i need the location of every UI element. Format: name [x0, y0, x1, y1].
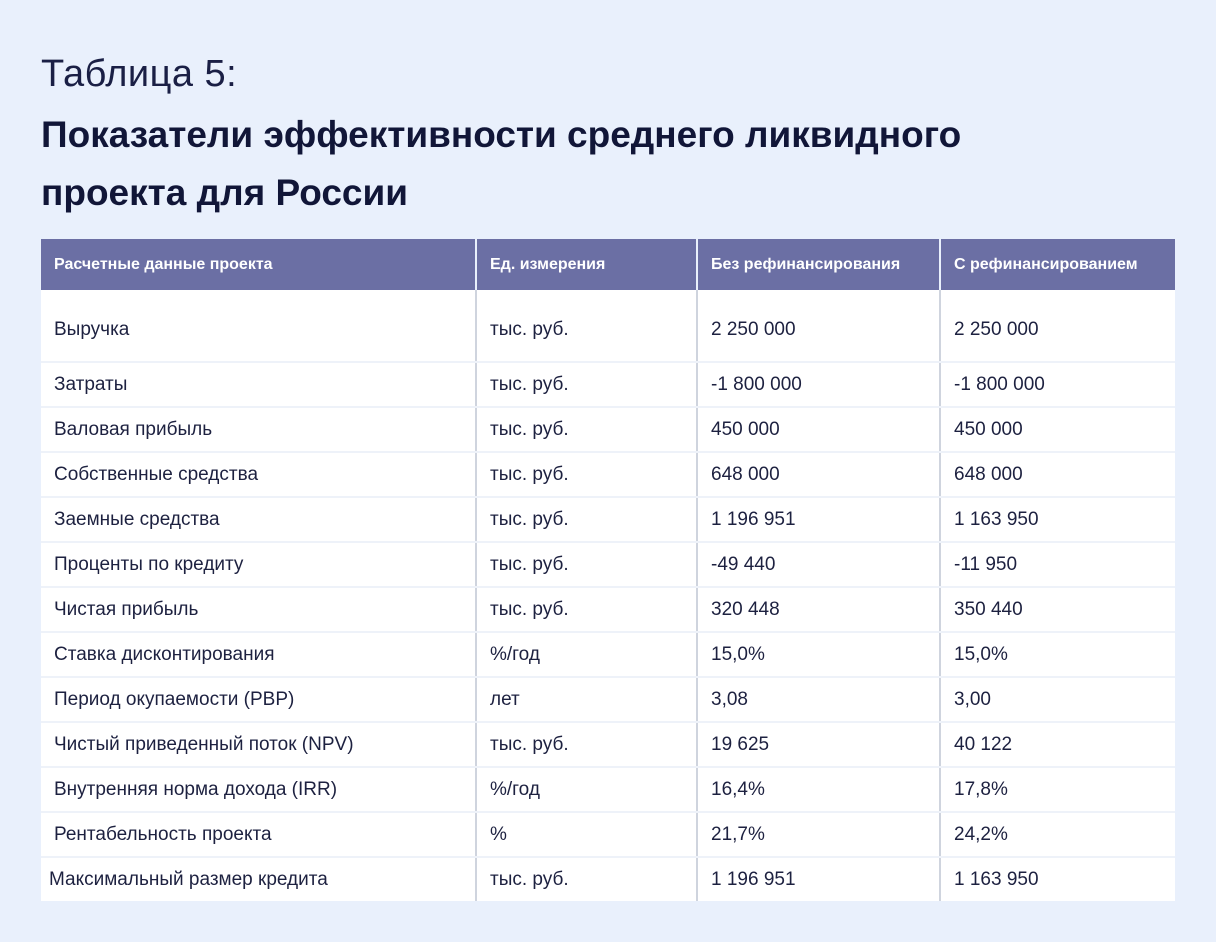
table-row: [41, 632, 1175, 677]
table-row: [41, 407, 1175, 452]
row-unit: тыс. руб.: [476, 452, 697, 497]
row-value-with-refinancing: -1 800 000: [940, 362, 1175, 407]
table-row: [41, 587, 1175, 632]
row-unit: %/год: [476, 632, 697, 677]
header-without-refinancing: Без рефинансирования: [697, 239, 940, 290]
table-row: [41, 290, 1175, 362]
row-unit: тыс. руб.: [476, 362, 697, 407]
row-label: Выручка: [41, 290, 476, 362]
row-value-without-refinancing: -49 440: [697, 542, 940, 587]
row-label: Заемные средства: [41, 497, 476, 542]
table-header-row: [41, 239, 1175, 290]
row-label: Валовая прибыль: [41, 407, 476, 452]
row-value-without-refinancing: -1 800 000: [697, 362, 940, 407]
row-value-without-refinancing: 21,7%: [697, 812, 940, 857]
table-row: [41, 452, 1175, 497]
metrics-table-container: [41, 239, 1175, 901]
row-label: Ставка дисконтирования: [41, 632, 476, 677]
table-row: [41, 677, 1175, 722]
table-row: [41, 542, 1175, 587]
table-row: [41, 722, 1175, 767]
row-value-with-refinancing: 1 163 950: [940, 857, 1175, 901]
row-value-with-refinancing: 2 250 000: [940, 290, 1175, 362]
row-unit: тыс. руб.: [476, 857, 697, 901]
row-value-with-refinancing: 40 122: [940, 722, 1175, 767]
row-value-with-refinancing: -11 950: [940, 542, 1175, 587]
row-value-without-refinancing: 648 000: [697, 452, 940, 497]
row-value-without-refinancing: 16,4%: [697, 767, 940, 812]
row-label: Собственные средства: [41, 452, 476, 497]
row-value-without-refinancing: 320 448: [697, 587, 940, 632]
row-unit: тыс. руб.: [476, 290, 697, 362]
heading: [41, 50, 1181, 222]
row-value-without-refinancing: 3,08: [697, 677, 940, 722]
table-row: [41, 497, 1175, 542]
row-label: Период окупаемости (PBP): [41, 677, 476, 722]
row-unit: тыс. руб.: [476, 722, 697, 767]
table-row: [41, 857, 1175, 901]
metrics-table: [41, 239, 1175, 901]
row-label: Чистый приведенный поток (NPV): [41, 722, 476, 767]
row-unit: тыс. руб.: [476, 542, 697, 587]
row-value-without-refinancing: 2 250 000: [697, 290, 940, 362]
row-value-without-refinancing: 15,0%: [697, 632, 940, 677]
row-label: Максимальный размер кредита: [41, 857, 476, 901]
row-unit: тыс. руб.: [476, 497, 697, 542]
row-value-with-refinancing: 17,8%: [940, 767, 1175, 812]
row-label: Затраты: [41, 362, 476, 407]
row-label: Рентабельность проекта: [41, 812, 476, 857]
row-value-without-refinancing: 1 196 951: [697, 857, 940, 901]
header-unit: Ед. измерения: [476, 239, 697, 290]
row-unit: %: [476, 812, 697, 857]
table-number: Таблица 5:: [41, 53, 238, 95]
row-unit: тыс. руб.: [476, 407, 697, 452]
header-project-data: Расчетные данные проекта: [41, 239, 476, 290]
row-value-with-refinancing: 1 163 950: [940, 497, 1175, 542]
row-value-with-refinancing: 15,0%: [940, 632, 1175, 677]
table-row: [41, 812, 1175, 857]
row-value-with-refinancing: 350 440: [940, 587, 1175, 632]
row-unit: %/год: [476, 767, 697, 812]
header-with-refinancing: С рефинансированием: [940, 239, 1175, 290]
row-value-without-refinancing: 450 000: [697, 407, 940, 452]
row-label: Проценты по кредиту: [41, 542, 476, 587]
row-label: Чистая прибыль: [41, 587, 476, 632]
table-row: [41, 362, 1175, 407]
table-row: [41, 767, 1175, 812]
row-value-without-refinancing: 19 625: [697, 722, 940, 767]
row-label: Внутренняя норма дохода (IRR): [41, 767, 476, 812]
page-title: Показатели эффективности среднего ликвидного проекта для России: [41, 114, 962, 213]
row-value-without-refinancing: 1 196 951: [697, 497, 940, 542]
row-unit: тыс. руб.: [476, 587, 697, 632]
row-unit: лет: [476, 677, 697, 722]
row-value-with-refinancing: 450 000: [940, 407, 1175, 452]
row-value-with-refinancing: 24,2%: [940, 812, 1175, 857]
row-value-with-refinancing: 3,00: [940, 677, 1175, 722]
row-value-with-refinancing: 648 000: [940, 452, 1175, 497]
